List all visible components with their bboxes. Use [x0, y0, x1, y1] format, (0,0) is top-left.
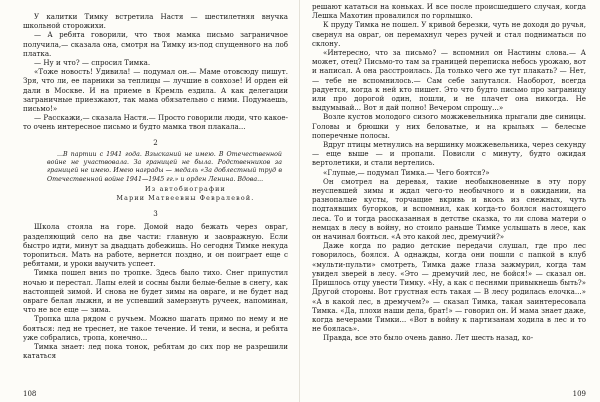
paragraph: Возле кустов молодого сизого можжевельника прыгали две синицы. Головы и брюшки у них беловатые, и на крыльях — белесые поперечные полосы. — [312, 112, 586, 140]
paragraph: «Глупые,— подумал Тимка.— Чего боятся?» — [323, 167, 490, 177]
paragraph: К пруду Тимка не пошел. У кривой березки, чуть не доходя до ручья, свернул на овраг, он перемахнул через ручей и стал подниматься по склону. — [312, 20, 586, 48]
paragraph: Даже когда по радио детские передачи слушал, где про лес говорилось, боялся. А однажды, когда они пошли с папкой в клуб «мульти-пульти» смотреть, Тимка даже глаза зажмурил, когда там увидел зверей в лесу. «Это — дремучий лес, не бойся!» — сказал он. Пришлось отцу увести Тимку. «Ну, а как с песнями привыкнешь быть?» Другой стороны. Вот грустная есть такая — В лесу родилась елочка...» «А в какой лес, в дремучем?» — сказал Тимка, такая заинтересовала Тимка. «Да, плохи наши дела, брат!» — говорил он. И мама знает даже, когда вечерами Тимки... «Вот в войну к партизанам ходила в лес и то не боялась». — [312, 241, 586, 334]
epigraph: ...В партии с 1941 года. Взысканий не имею. В Отечественной войне не участвовала. За границей не была. Родственников за границей не имею. Имею награды — медаль «За доблестный труд в Отечественной войне 1941—1945 гг.» и орден Ленина. Вдова... — [47, 150, 282, 183]
paragraph: — Ну и что? — спросил Тимка. — [34, 58, 151, 68]
paragraph: — Расскажи,— сказала Настя.— Просто говорили люди, что какое-то очень интересное письмо и будто мамка твоя плакала... — [23, 113, 288, 132]
attribution-line: Из автобиографии — [145, 186, 226, 194]
paragraph: Он смотрел на деревья, такие необыкновенные в эту пору неуспевшей зимы и ждал чего-то необычного и в ожидании, на разнопалые кусты, торчащие вкривь и вкось из снежных, чуть подтаявших бугорков, и вспомнил, как когда-то боялся настоящего леса. То и тогда рассказанная в детстве сказка, то ли слова матери о немцах в лесу в войну, но стоило раньше Тимке услышать в лесе, как он начинал бояться. «А это какой лес, дремучий?» — [312, 176, 586, 242]
paragraph: «Интересно, что за письмо? — вспомнил он Настины слова.— А может, отец? Письмо-то там за границей переписка небось урожаю, вот и написал. А она расстроилась. Да только чего же тут плакать? — Нет,— тебе не вспомнилось.— Сам себе запутался. Наоборот, всегда радуется, когда к ней кто пишет. Это что будто письмо про заграницу или про дорогой один, пошли, и не плачет она никогда. Не выдумывай... Вот я дай полно! Вечером спрошу...» — [312, 48, 586, 113]
paragraph: У калитки Тимку встретила Настя — шестилетняя внучка школьной сторожихи. — [23, 12, 288, 31]
paragraph: Тимка знает: лед пока тонок, ребятам до сих пор не разрешили кататься — [23, 342, 288, 361]
paragraph: решают кататься на коньках. И все после происшедшего случая, когда Лешка Махотин провалился по горлышко. — [312, 2, 586, 21]
paragraph: «Тоже новость! Удивила! — подумал он.— Маме отовсюду пишут. Зря, что ли, ее парники за теплицы — лучшие в совхозе! И орден ей дали в Москве. И на приеме в Кремль ездила. А как делегации заграничные приезжают, так мама обязательно с ними. Подумаешь, письмо!» — [23, 67, 288, 114]
page-number: 108 — [23, 390, 37, 398]
section-number: 3 — [153, 209, 158, 219]
paragraph: Вдруг птицы метнулись на вершинку можжевельника, через секунду — еще выше — и пропали. Повисли с минуту, будто ожидая вертолетики, и стали вертелись. — [312, 140, 586, 168]
paragraph: Тропка шла рядом с ручьем. Можно шагать прямо по нему и не бояться: лед не треснет, не такое течение. И тени, и весна, и ребята уже собрались, тропа, конечно... — [23, 314, 288, 342]
attribution-line: Марии Матвеевны Февралевой. — [116, 194, 255, 202]
right-page — [300, 0, 600, 402]
paragraph: Школа стояла на горе. Домой надо бежать через овраг, разделяющий село на две части: главную и заовражную. Если быстро идти, минут за двадцать добежишь. Но сегодня Тимке некуда торопиться. Мать на работе, вернется поздно, и он поиграет еще с ребятами, и уроки выучить успеет. — [23, 222, 288, 269]
paragraph: Правда, все это было очень давно. Лет шесть назад, ко- — [323, 333, 534, 343]
epigraph-attribution — [83, 186, 288, 203]
section-number: 2 — [153, 137, 158, 147]
paragraph: — А ребята говорили, что твоя мамка письмо заграничное получила,— сказала она, смотря на Тимку из-под спущенного на лоб платка. — [23, 30, 288, 58]
page-number: 109 — [572, 390, 586, 398]
paragraph: Тимка пошел вниз по тропке. Здесь было тихо. Снег припустил ночью и перестал. Лапы елей и сосны были белые-белые в снегу, как настоящей зимой. И снова не будет зимы на овраге, и не будет над овраге белая лыжня, и не успевший замерзнуть ручеек, напоминая, что не все еще — зима. — [23, 268, 288, 315]
